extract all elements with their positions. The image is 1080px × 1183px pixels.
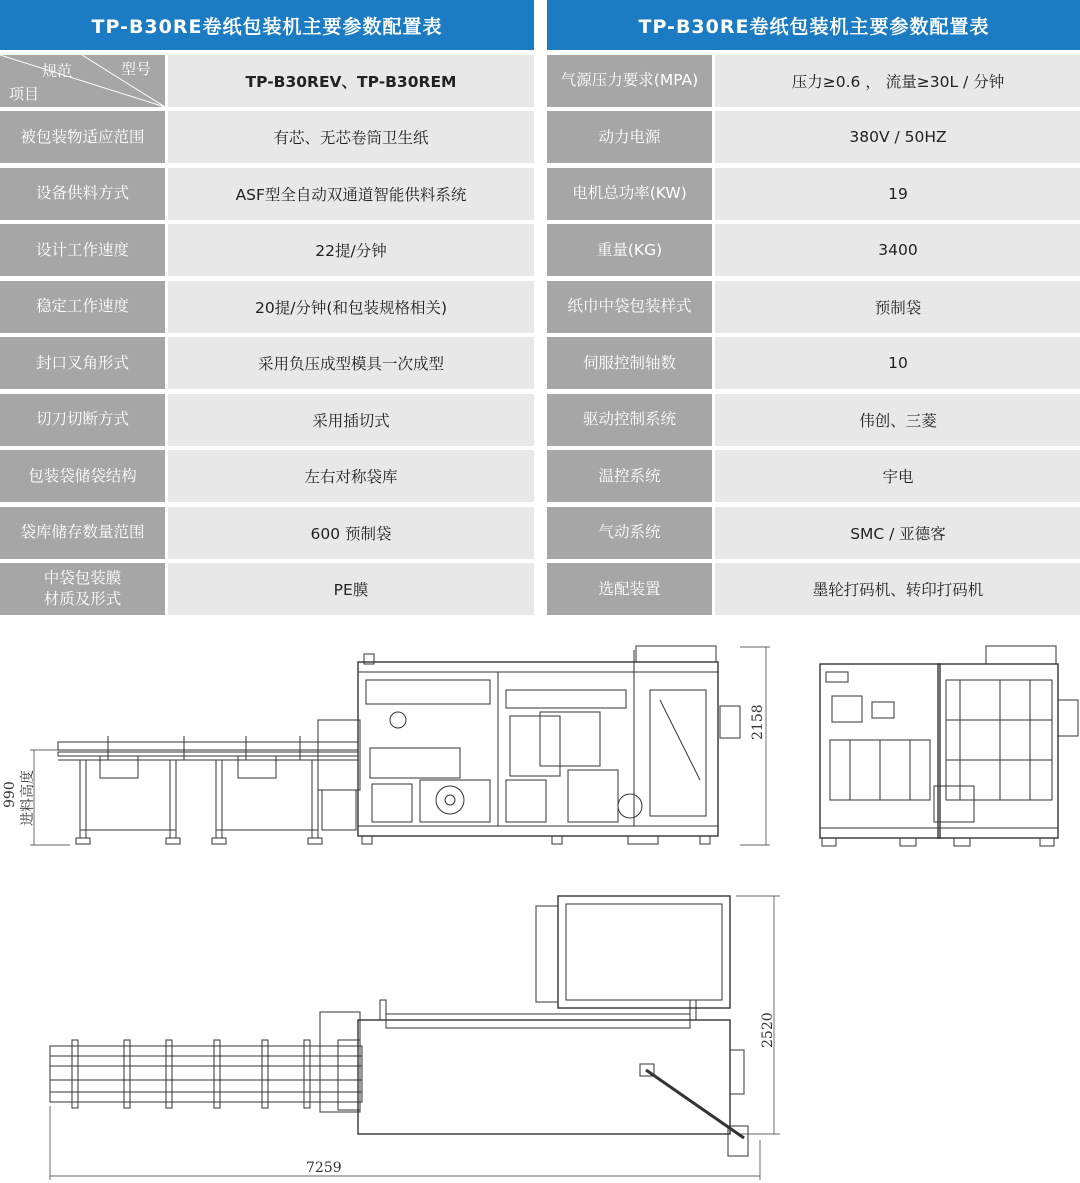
row-value: 20提/分钟(和包装规格相关) <box>168 281 534 333</box>
width-dimension-label: 2520 <box>760 1012 776 1048</box>
machine-technical-drawing <box>0 630 1080 1183</box>
table-row <box>0 450 534 502</box>
length-dimension-label: 7259 <box>306 1160 342 1176</box>
table-row <box>547 394 1080 446</box>
table-row <box>547 337 1080 389</box>
corner-label-item: 项目 <box>9 84 40 103</box>
table-row <box>547 507 1080 559</box>
model-value: TP-B30REV、TP-B30REM <box>168 55 534 107</box>
row-value: 22提/分钟 <box>168 224 534 276</box>
table-row <box>0 281 534 333</box>
row-value: 墨轮打码机、转印打码机 <box>715 563 1080 615</box>
row-label: 设备供料方式 <box>0 168 165 220</box>
feed-height-value-label: 990 <box>2 781 18 808</box>
row-value: 19 <box>715 168 1080 220</box>
row-value: ASF型全自动双通道智能供料系统 <box>168 168 534 220</box>
row-label: 中袋包装膜 材质及形式 <box>0 563 165 615</box>
table-row <box>547 563 1080 615</box>
corner-header-cell <box>0 55 165 107</box>
row-value: 压力≥0.6 ， 流量≥30L / 分钟 <box>715 55 1080 107</box>
row-value: 采用插切式 <box>168 394 534 446</box>
right-spec-table <box>547 0 1080 615</box>
row-label: 驱动控制系统 <box>547 394 712 446</box>
table-row <box>0 337 534 389</box>
row-label: 封口叉角形式 <box>0 337 165 389</box>
front-elevation-view <box>30 646 770 845</box>
left-table-title: TP-B30RE卷纸包装机主要参数配置表 <box>0 0 534 50</box>
side-elevation-view <box>820 646 1078 846</box>
corner-label-spec: 规范 <box>42 61 73 80</box>
row-value: 采用负压成型模具一次成型 <box>168 337 534 389</box>
row-label: 稳定工作速度 <box>0 281 165 333</box>
row-label: 选配装置 <box>547 563 712 615</box>
row-label: 温控系统 <box>547 450 712 502</box>
table-row <box>0 224 534 276</box>
table-row <box>547 281 1080 333</box>
row-label: 气动系统 <box>547 507 712 559</box>
row-label: 纸巾中袋包装样式 <box>547 281 712 333</box>
row-value: 380V / 50HZ <box>715 111 1080 163</box>
row-value: 3400 <box>715 224 1080 276</box>
row-label: 电机总功率(KW) <box>547 168 712 220</box>
row-label: 被包装物适应范围 <box>0 111 165 163</box>
left-spec-table <box>0 0 534 615</box>
row-label: 袋库储存数量范围 <box>0 507 165 559</box>
table-row <box>0 111 534 163</box>
height-dimension-label: 2158 <box>750 704 766 740</box>
row-value: 伟创、三菱 <box>715 394 1080 446</box>
table-row <box>547 111 1080 163</box>
row-label: 包装袋储袋结构 <box>0 450 165 502</box>
corner-label-model: 型号 <box>121 59 152 78</box>
row-value: 左右对称袋库 <box>168 450 534 502</box>
table-row <box>547 450 1080 502</box>
row-value: SMC / 亚德客 <box>715 507 1080 559</box>
row-value: PE膜 <box>168 563 534 615</box>
row-label: 动力电源 <box>547 111 712 163</box>
table-row <box>0 563 534 615</box>
table-row <box>0 55 534 107</box>
table-row <box>547 55 1080 107</box>
table-row <box>547 168 1080 220</box>
table-row <box>0 394 534 446</box>
feed-height-text-label: 进料高度 <box>20 770 36 826</box>
row-label: 设计工作速度 <box>0 224 165 276</box>
right-table-title: TP-B30RE卷纸包装机主要参数配置表 <box>547 0 1080 50</box>
table-row <box>0 168 534 220</box>
table-row <box>547 224 1080 276</box>
row-value: 10 <box>715 337 1080 389</box>
row-value: 有芯、无芯卷筒卫生纸 <box>168 111 534 163</box>
row-label: 伺服控制轴数 <box>547 337 712 389</box>
row-label: 重量(KG) <box>547 224 712 276</box>
row-value: 宇电 <box>715 450 1080 502</box>
plan-view <box>50 896 780 1180</box>
row-label: 切刀切断方式 <box>0 394 165 446</box>
row-value: 预制袋 <box>715 281 1080 333</box>
row-label: 气源压力要求(MPA) <box>547 55 712 107</box>
row-value: 600 预制袋 <box>168 507 534 559</box>
table-row <box>0 507 534 559</box>
